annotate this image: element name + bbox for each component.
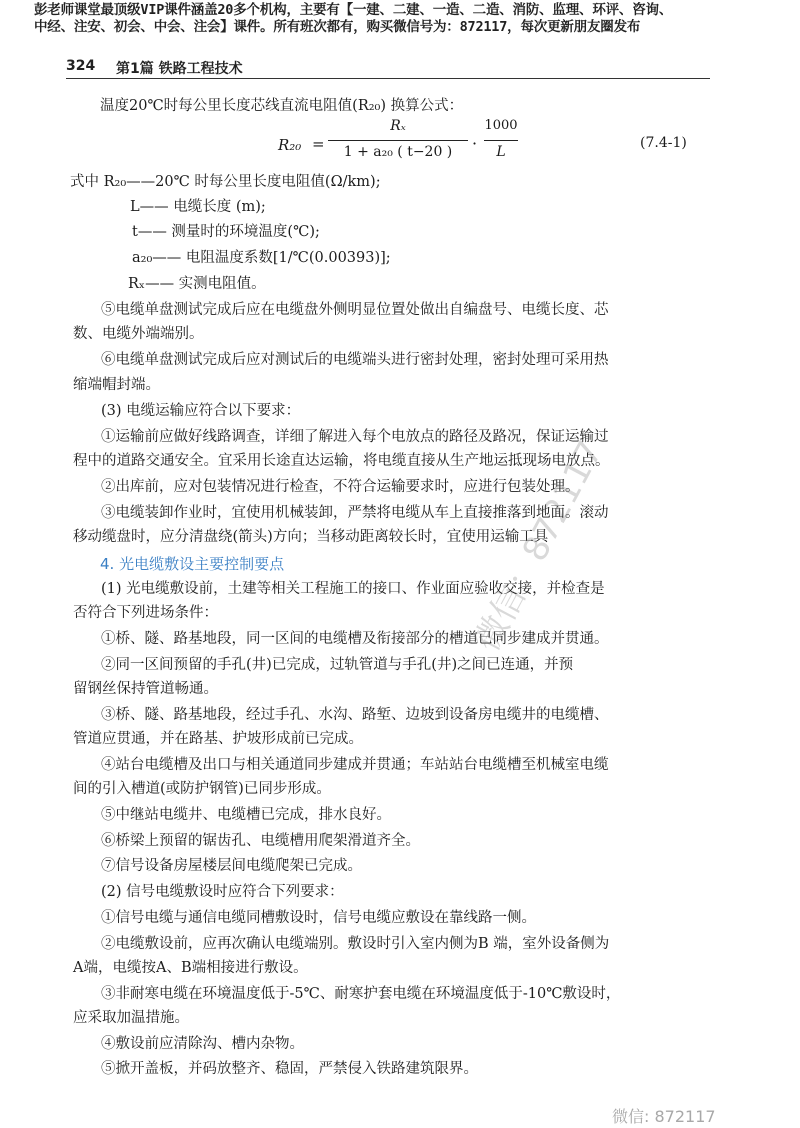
formula-numerator-1: Rₓ <box>390 118 406 134</box>
page-header <box>66 58 710 79</box>
paragraph-line: ②出库前，应对包装情况进行检查，不符合运输要求时，应进行包装处理。 <box>101 479 580 495</box>
formula-lhs: R₂₀ <box>278 136 302 154</box>
section-line: ⑥桥梁上预留的锯齿孔、电缆槽用爬架滑道齐全。 <box>101 833 420 849</box>
banner-line-2: 中经、注安、初会、中会、注会】课件。所有班次都有，购买微信号为：872117，每次更新朋友圈发布 <box>34 19 641 35</box>
definition-line: Rₓ—— 实测电阻值。 <box>128 276 266 292</box>
section-line: ⑤中继站电缆井、电缆槽已完成，排水良好。 <box>101 807 391 823</box>
equation-number: (7.4-1) <box>640 135 687 151</box>
promo-banner <box>34 2 774 36</box>
formula-fraction-2 <box>484 118 518 160</box>
section-line: ①信号电缆与通信电缆同槽敷设时，信号电缆应敷设在靠线路一侧。 <box>101 910 536 926</box>
paragraph-line: ①运输前应做好线路调查，详细了解进入每个电放点的路径及路况，保证运输过 <box>101 429 609 445</box>
section-line: ⑦信号设备房屋楼层间电缆爬架已完成。 <box>101 858 362 874</box>
definition-line: 式中 R₂₀——20℃ 时每公里长度电阻值(Ω/km); <box>70 174 381 190</box>
paragraph-line: 缩端帽封端。 <box>73 377 160 393</box>
section-line: ①桥、隧、路基地段，同一区间的电缆槽及衔接部分的槽道已同步建成并贯通。 <box>101 631 609 647</box>
paragraph-line: 数、电缆外端端别。 <box>73 326 204 342</box>
section-line: 应采取加温措施。 <box>73 1010 189 1026</box>
formula-numerator-2: 1000 <box>484 118 518 133</box>
definition-line: L—— 电缆长度 (m); <box>130 199 266 215</box>
section-line: ②电缆敷设前，应再次确认电缆端别。敷设时引入室内侧为B 端，室外设备侧为 <box>101 936 610 952</box>
formula-denominator-1: 1 + a₂₀ ( t−20 ) <box>343 144 453 160</box>
banner-line-1: 彭老师课堂最顶级VIP课件涵盖20多个机构，主要有【一建、二建、一造、二造、消防、监理、环评、咨询、 <box>34 2 673 18</box>
resistance-formula <box>278 118 698 170</box>
section-line: (1) 光电缆敷设前，土建等相关工程施工的接口、作业面应验收交接，并检查是 <box>101 581 605 597</box>
formula-fraction-1 <box>328 118 468 160</box>
section-heading: 4. 光电缆敷设主要控制要点 <box>100 555 285 573</box>
formula-denominator-2: L <box>496 144 506 160</box>
fraction-bar <box>328 140 468 141</box>
section-line: 间的引入槽道(或防护钢管)已同步形成。 <box>73 781 331 797</box>
section-line: ⑤掀开盖板，并码放整齐、稳固，严禁侵入铁路建筑限界。 <box>101 1061 478 1077</box>
section-line: 管道应贯通，并在路基、护坡形成前已完成。 <box>73 731 363 747</box>
paragraph-line: ⑤电缆单盘测试完成后应在电缆盘外侧明显位置处做出自编盘号、电缆长度、芯 <box>101 302 609 318</box>
section-line: 留钢丝保持管道畅通。 <box>73 681 218 697</box>
section-title: 第1篇 铁路工程技术 <box>116 61 243 77</box>
definition-line: a₂₀—— 电阻温度系数[1/℃(0.00393)]; <box>132 250 391 266</box>
fraction-bar <box>484 140 518 141</box>
footer-watermark: 微信: 872117 <box>612 1107 716 1126</box>
section-line: ③非耐寒电缆在环境温度低于-5℃、耐寒护套电缆在环境温度低于-10℃敷设时， <box>101 986 621 1002</box>
paragraph-line: (3) 电缆运输应符合以下要求： <box>101 403 301 419</box>
diagonal-watermark: 微信：872117 <box>466 434 612 658</box>
section-line: ③桥、隧、路基地段，经过手孔、水沟、路堑、边坡到设备房电缆井的电缆槽、 <box>101 707 609 723</box>
definition-line: t—— 测量时的环境温度(℃); <box>132 224 320 240</box>
section-line: ④敷设前应清除沟、槽内杂物。 <box>101 1036 304 1052</box>
paragraph-line: ③电缆装卸作业时，宜使用机械装卸，严禁将电缆从车上直接推落到地面。滚动 <box>101 505 609 521</box>
page-number: 324 <box>66 58 96 74</box>
formula-dot: · <box>472 134 478 153</box>
paragraph-line: 移动缆盘时，应分清盘绕(箭头)方向；当移动距离较长时，宜使用运输工具 <box>73 529 549 545</box>
section-line: ④站台电缆槽及出口与相关通道同步建成并贯通；车站站台电缆槽至机械室电缆 <box>101 757 609 773</box>
formula-intro: 温度20℃时每公里长度芯线直流电阻值(R₂₀) 换算公式： <box>100 98 464 114</box>
paragraph-line: 程中的道路交通安全。宜采用长途直达运输，将电缆直接从生产地运抵现场电放点。 <box>73 453 610 469</box>
section-line: ②同一区间预留的手孔(井)已完成，过轨管道与手孔(井)之间已连通，并预 <box>101 657 574 673</box>
formula-equals: = <box>312 135 325 153</box>
paragraph-line: ⑥电缆单盘测试完成后应对测试后的电缆端头进行密封处理，密封处理可采用热 <box>101 352 609 368</box>
section-line: (2) 信号电缆敷设时应符合下列要求： <box>101 884 344 900</box>
section-line: 否符合下列进场条件： <box>73 605 218 621</box>
section-line: A端，电缆按A、B端相接进行敷设。 <box>73 960 308 976</box>
